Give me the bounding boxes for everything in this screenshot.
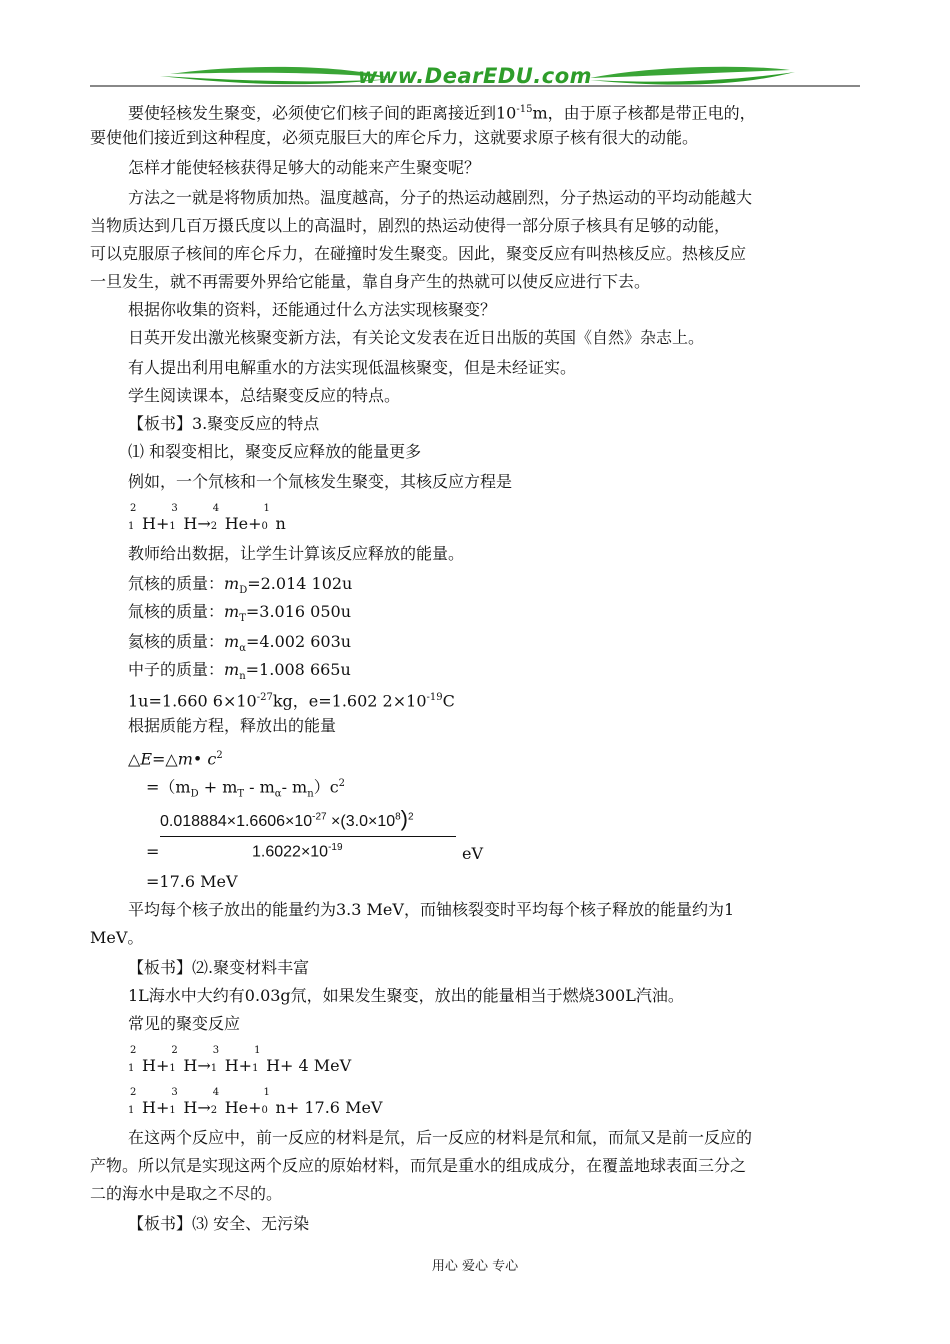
- symbol: c: [207, 749, 217, 769]
- atomic-number: 0: [261, 1105, 268, 1116]
- text-span: =（m: [146, 777, 191, 797]
- element-symbol: H: [142, 1098, 156, 1117]
- mass-label: 氘核的质量：: [128, 574, 225, 593]
- mass-label: 中子的质量：: [128, 660, 225, 679]
- paragraph-line: 一旦发生，就不再需要外界给它能量，靠自身产生的热就可以使反应进行下去。: [90, 272, 651, 291]
- symbol: m: [224, 602, 240, 621]
- paragraph-line: 二的海水中是取之不尽的。: [90, 1184, 283, 1203]
- element-symbol: H: [266, 1056, 281, 1075]
- exponent: 2: [408, 811, 414, 823]
- mass-number: 2: [130, 503, 137, 514]
- mass-number: 3: [171, 1087, 178, 1098]
- element-symbol: n: [275, 1098, 286, 1117]
- text-span: ×(3.0×10: [326, 813, 396, 830]
- constants-line: [128, 686, 455, 713]
- mass-row: [128, 572, 352, 603]
- paragraph-line: 根据质能方程，释放出的能量: [128, 716, 337, 735]
- text-span: ）c: [313, 777, 339, 797]
- atomic-number: 1: [169, 1063, 176, 1074]
- energy-term: + 4 MeV: [280, 1056, 352, 1075]
- element-symbol: H: [183, 514, 198, 533]
- element-symbol: He: [224, 1098, 249, 1117]
- mass-label: 氦核的质量：: [128, 632, 225, 651]
- symbol: m: [224, 574, 240, 593]
- isotope: [128, 1045, 142, 1078]
- unit-label: eV: [462, 844, 484, 863]
- element-symbol: H: [183, 1056, 198, 1075]
- paragraph-line: 产物。所以氘是实现这两个反应的原始材料，而氘是重水的组成成分，在覆盖地球表面三分之: [90, 1156, 747, 1175]
- section-heading: 【板书】⑵.聚变材料丰富: [128, 958, 310, 977]
- text-span: ): [400, 806, 408, 831]
- subscript: n: [239, 671, 246, 683]
- text-span: + m: [198, 777, 238, 797]
- subscript: D: [239, 585, 248, 597]
- element-symbol: He: [224, 514, 249, 533]
- fraction-bar: [160, 836, 456, 837]
- mass-number: 4: [212, 503, 220, 514]
- fraction-numerator: [160, 806, 414, 832]
- mass-number: 2: [130, 1045, 137, 1056]
- mass-number: 2: [130, 1087, 137, 1098]
- paragraph-line: 例如，一个氘核和一个氚核发生聚变，其核反应方程是: [128, 472, 513, 491]
- plus-sign: +: [248, 1098, 262, 1117]
- isotope: [128, 1087, 142, 1120]
- paragraph-line: 平均每个核子放出的能量约为3.3 MeV，而铀核裂变时平均每个核子释放的能量约为1: [128, 900, 735, 919]
- arrow-icon: →: [197, 1098, 211, 1117]
- atomic-number: 0: [261, 521, 268, 532]
- subscript: D: [190, 788, 199, 800]
- equals-sign: =: [146, 842, 160, 861]
- mass-label: 氚核的质量：: [128, 602, 225, 621]
- subscript: α: [239, 643, 246, 655]
- arrow-icon: →: [197, 1056, 211, 1075]
- text-span: •: [192, 749, 208, 769]
- mass-number: 3: [171, 503, 178, 514]
- plus-sign: +: [248, 514, 262, 533]
- subscript: α: [274, 788, 282, 800]
- exponent: -19: [426, 692, 443, 703]
- isotope: [169, 503, 183, 536]
- fraction-denominator: [252, 842, 343, 861]
- text-span: 0.018884×1.6606×10: [160, 813, 313, 830]
- energy-equation-expanded: [146, 772, 345, 807]
- site-logo: www.DearEDU.com: [357, 64, 593, 88]
- element-symbol: H: [224, 1056, 239, 1075]
- symbol: m: [224, 660, 240, 679]
- text-span: 要使轻核发生聚变，必须使它们核子间的距离接近到10: [128, 103, 517, 123]
- mass-number: 2: [171, 1045, 178, 1056]
- symbol: E: [140, 749, 152, 769]
- isotope: [261, 1087, 276, 1120]
- exponent: 2: [216, 750, 223, 761]
- paragraph-line: 要使他们接近到这种程度，必须克服巨大的库仑斥力，这就要求原子核有很大的动能。: [90, 128, 699, 147]
- result-line: =17.6 MeV: [146, 872, 238, 891]
- isotope: [169, 1045, 183, 1078]
- element-symbol: n: [275, 514, 286, 533]
- exponent: 8: [395, 811, 401, 823]
- text-span: kg，e=1.602 2×10: [272, 691, 427, 711]
- nuclear-equation: [128, 1045, 352, 1078]
- paragraph-line: 日英开发出激光核聚变新方法，有关论文发表在近日出版的英国《自然》杂志上。: [128, 328, 705, 347]
- paragraph-line: [128, 98, 756, 125]
- isotope: [169, 1087, 183, 1120]
- exponent: -19: [328, 842, 343, 853]
- exponent: -27: [312, 811, 327, 823]
- text-span: - m: [281, 777, 308, 797]
- text-span: △: [128, 749, 141, 769]
- paragraph-line: 教师给出数据，让学生计算该反应释放的能量。: [128, 544, 465, 563]
- isotope: [210, 503, 225, 536]
- symbol: m: [177, 749, 193, 769]
- nuclear-equation: [128, 503, 286, 536]
- subscript: T: [237, 788, 245, 800]
- paragraph-line: 可以克服原子核间的库仑斥力，在碰撞时发生聚变。因此，聚变反应有叫热核反应。热核反应: [90, 244, 747, 263]
- plus-sign: +: [155, 514, 170, 533]
- isotope: [210, 1087, 225, 1120]
- element-symbol: H: [183, 1098, 198, 1117]
- paragraph-line: ⑴ 和裂变相比，聚变反应释放的能量更多: [128, 442, 422, 461]
- energy-term: + 17.6 MeV: [285, 1098, 383, 1117]
- element-symbol: H: [142, 1056, 156, 1075]
- exponent: 2: [338, 778, 346, 789]
- mass-number: 1: [263, 503, 270, 514]
- mass-number: 4: [212, 1087, 220, 1098]
- isotope: [252, 1045, 266, 1078]
- atomic-number: 1: [169, 1105, 176, 1116]
- paragraph-line: 方法之一就是将物质加热。温度越高，分子的热运动越剧烈，分子热运动的平均动能越大: [128, 188, 753, 207]
- paragraph-line: 1L海水中大约有0.03g氘，如果发生聚变，放出的能量相当于燃烧300L汽油。: [128, 986, 684, 1005]
- atomic-number: 2: [210, 1105, 218, 1116]
- plus-sign: +: [238, 1056, 253, 1075]
- atomic-number: 1: [169, 521, 176, 532]
- section-heading: 【板书】⑶ 安全、无污染: [128, 1214, 310, 1233]
- mass-value: =4.002 603u: [245, 632, 352, 651]
- mass-number: 1: [263, 1087, 270, 1098]
- paragraph-line: 在这两个反应中，前一反应的材料是氘，后一反应的材料是氘和氚，而氚又是前一反应的: [128, 1128, 753, 1147]
- exponent: -15: [516, 104, 533, 115]
- paragraph-line: 有人提出利用电解重水的方法实现低温核聚变，但是未经证实。: [128, 358, 577, 377]
- mass-number: 1: [254, 1045, 261, 1056]
- paragraph-line: 当物质达到几百万摄氏度以上的高温时，剧烈的热运动使得一部分原子核具有足够的动能，: [90, 216, 731, 235]
- mass-row: [128, 600, 351, 631]
- paragraph-line: MeV。: [90, 928, 144, 947]
- mass-row: [128, 658, 351, 689]
- atomic-number: 2: [210, 521, 218, 532]
- text-span: 1u=1.660 6×10: [128, 691, 257, 711]
- paragraph-line: 怎样才能使轻核获得足够大的动能来产生聚变呢？: [128, 158, 481, 177]
- mass-value: =3.016 050u: [245, 602, 351, 621]
- paragraph-line: 常见的聚变反应: [128, 1014, 241, 1033]
- energy-equation: [128, 744, 223, 771]
- mass-value: =1.008 665u: [245, 660, 351, 679]
- mass-value: =2.014 102u: [247, 574, 353, 593]
- isotope: [128, 503, 142, 536]
- subscript: T: [239, 613, 246, 625]
- exponent: -27: [256, 692, 273, 703]
- element-symbol: H: [142, 514, 156, 533]
- section-heading: 【板书】3.聚变反应的特点: [128, 414, 320, 433]
- text-span: 1.6022×10: [252, 843, 329, 861]
- plus-sign: +: [155, 1056, 170, 1075]
- nuclear-equation: [128, 1087, 383, 1120]
- symbol: m: [224, 632, 240, 651]
- subscript: n: [307, 788, 314, 800]
- atomic-number: 1: [210, 1063, 218, 1074]
- paragraph-line: 学生阅读课本，总结聚变反应的特点。: [128, 386, 401, 405]
- mass-number: 3: [212, 1045, 220, 1056]
- mass-row: [128, 630, 351, 661]
- atomic-number: 1: [128, 1063, 135, 1074]
- text-span: C: [442, 691, 455, 711]
- text-span: - m: [244, 777, 275, 797]
- arrow-icon: →: [197, 514, 211, 533]
- atomic-number: 1: [252, 1063, 259, 1074]
- text-span: =△: [152, 749, 178, 769]
- atomic-number: 1: [128, 521, 135, 532]
- text-span: m，由于原子核都是带正电的，: [532, 103, 756, 123]
- atomic-number: 1: [128, 1105, 135, 1116]
- isotope: [210, 1045, 225, 1078]
- page-footer: 用心 爱心 专心: [431, 1259, 519, 1274]
- isotope: [261, 503, 276, 536]
- site-header-banner: [90, 60, 860, 94]
- paragraph-line: 根据你收集的资料，还能通过什么方法实现核聚变？: [128, 300, 497, 319]
- plus-sign: +: [155, 1098, 170, 1117]
